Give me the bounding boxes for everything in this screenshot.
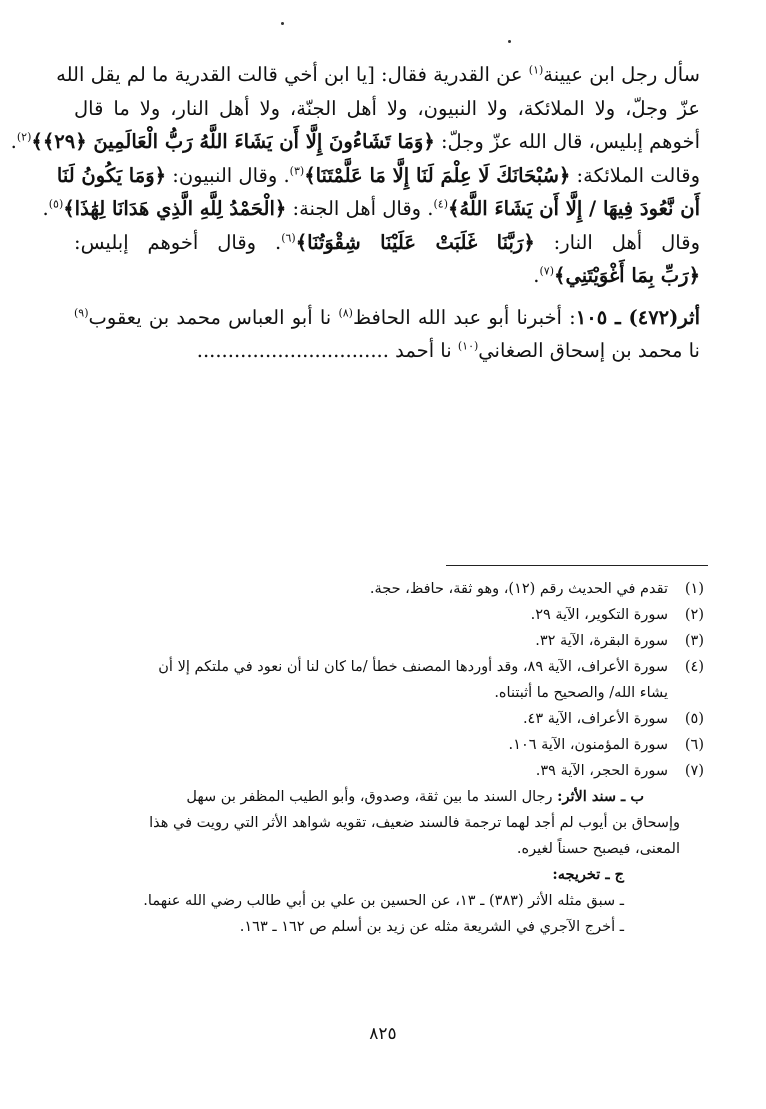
footnote-ref[interactable]: (٢) <box>16 130 32 144</box>
footnote-number: (٧) <box>684 763 704 779</box>
footnote-separator <box>446 565 708 566</box>
footnote-text: سورة البقرة، الآية ٣٢. <box>535 633 668 649</box>
footnote-item <box>74 628 704 654</box>
text-line: وقال أهل النار: ﴿رَبَّنَا غَلَبَتْ عَلَيْنَا شِقْوَتُنَا﴾$^{(٦)}$. وقال أخوهم إبليس: <box>74 230 700 254</box>
quran-verse: ﴿الْحَمْدُ لِلَّهِ الَّذِي هَدَانَا لِهَٰذَا﴾ <box>63 197 287 220</box>
footnote-number: (٥) <box>684 711 704 727</box>
footnote-text: سورة الأعراف، الآية ٤٣. <box>522 711 668 727</box>
footnotes <box>74 576 704 940</box>
takhrij-item: ـ أخرج الآجري في الشريعة مثله عن زيد بن أسلم ص ١٦٢ ـ ١٦٣. <box>239 919 624 935</box>
footnote-text: سورة الحجر، الآية ٣٩. <box>535 763 668 779</box>
footnote-ref[interactable]: (٨) <box>338 306 353 319</box>
footnote-item <box>74 732 704 758</box>
quran-verse: ﴿وَمَا تَشَاءُونَ إِلَّا أَن يَشَاءَ اللَّهُ رَبُّ الْعَالَمِينَ ﴿٢٩﴾﴾ <box>31 130 435 153</box>
page-speck <box>508 40 511 43</box>
text-line: عزّ وجلّ، ولا الملائكة، ولا النبيون، ولا أهل الجنّة، ولا أهل النار، ولا ما قال <box>74 96 700 120</box>
footnote-continuation: يشاء الله/ والصحيح ما أثبتناه. <box>494 685 668 701</box>
quran-verse: ﴿وَمَا يَكُونُ لَنَا <box>56 163 167 187</box>
text-line: ﴿رَبِّ بِمَا أَغْوَيْتَنِي﴾$^{(٧)}$. <box>533 264 700 287</box>
page-speck <box>281 22 284 25</box>
footnote-ref[interactable]: (١) <box>528 63 544 77</box>
text-line: وقالت الملائكة: ﴿سُبْحَانَكَ لَا عِلْمَ لَنَا إِلَّا مَا عَلَّمْتَنَا﴾$^{(٣)}$. وقال النبيون: ﴿وَمَا يَكُونُ لَنَا <box>56 163 700 187</box>
footnote-number: (١) <box>684 581 704 597</box>
footnote-number: (٦) <box>684 737 704 753</box>
footnote-number: (٤) <box>684 659 704 675</box>
sanad-section <box>74 784 704 862</box>
footnote-number: (٣) <box>684 633 704 649</box>
page-number: ٨٢٥ <box>369 1024 397 1044</box>
takhrij-label: ج ـ تخريجه: <box>552 866 624 883</box>
quran-verse: ﴿سُبْحَانَكَ لَا عِلْمَ لَنَا إِلَّا مَا عَلَّمْتَنَا﴾ <box>304 163 571 187</box>
footnote-ref[interactable]: (٦) <box>281 231 296 244</box>
footnote-ref[interactable]: (١٠) <box>457 339 479 353</box>
text-line: أَن نَّعُودَ فِيهَا / إِلَّا أَن يَشَاءَ اللَّهُ﴾$^{(٤)}$. وقال أهل الجنة: ﴿الْحَمْدُ لِلَّهِ الَّذِي هَدَانَا لِهَٰذَا﴾$^{(٥)}$. <box>42 197 700 220</box>
footnote-ref[interactable]: (٣) <box>289 164 305 177</box>
footnote-ref[interactable]: (٥) <box>48 197 64 211</box>
sanad-line: ب ـ سند الأثر: رجال السند ما بين ثقة، وصدوق، وأبو الطيب المظفر بن سهل <box>186 788 644 805</box>
ellipsis-dots: ............................... <box>196 339 389 362</box>
athar-line: أثر(٤٧٢) ـ ١٠٥: أخبرنا أبو عبد الله الحافظ$^{(٨)}$ نا أبو العباس محمد بن يعقوب$^{(٩)}$ <box>74 305 700 329</box>
footnote-text: تقدم في الحديث رقم (١٢)، وهو ثقة، حافظ، حجة. <box>369 581 668 597</box>
footnote-ref[interactable]: (٩) <box>74 306 89 319</box>
athar-line: نا محمد بن إسحاق الصغاني$^{(١٠)}$ نا أحمد ............................... <box>196 339 700 362</box>
quran-verse: ﴿رَبِّ بِمَا أَغْوَيْتَنِي﴾ <box>554 264 700 287</box>
footnote-text: سورة المؤمنون، الآية ١٠٦. <box>508 737 668 753</box>
quran-verse: ﴿رَبَّنَا غَلَبَتْ عَلَيْنَا شِقْوَتُنَا﴾ <box>295 230 535 254</box>
footnote-ref[interactable]: (٧) <box>539 264 555 278</box>
footnote-item <box>74 758 704 784</box>
text-line: سأل رجل ابن عيينة$^{(١)}$ عن القدرية فقال: [يا ابن أخي قالت القدرية ما لم يقل الله <box>56 63 700 86</box>
takhrij-section <box>74 862 704 940</box>
footnote-text: سورة الأعراف، الآية ٨٩، وقد أوردها المصنف خطأ /ما كان لنا أن نعود في ملتكم إلا أن <box>158 659 668 675</box>
takhrij-item: ـ سبق مثله الأثر (٣٨٣) ـ ١٣، عن الحسين بن علي بن أبي طالب رضي الله عنهما. <box>143 893 624 909</box>
quran-verse: أَن نَّعُودَ فِيهَا / إِلَّا أَن يَشَاءَ اللَّهُ﴾ <box>447 197 700 220</box>
footnote-item <box>74 654 704 680</box>
footnote-text: سورة التكوير، الآية ٢٩. <box>530 607 668 623</box>
footnote-item <box>74 576 704 602</box>
sanad-line: المعنى، فيصبح حسناً لغيره. <box>516 841 680 857</box>
footnote-number: (٢) <box>684 607 704 623</box>
sanad-line: وإسحاق بن أيوب لم أجد لهما ترجمة فالسند ضعيف، تقويه شواهد الأثر التي رويت في هذا <box>149 815 680 831</box>
text-line: أخوهم إبليس، قال الله عزّ وجلّ: ﴿وَمَا تَشَاءُونَ إِلَّا أَن يَشَاءَ اللَّهُ رَبُّ الْعَالَمِينَ ﴿٢٩﴾﴾$^{(٢)}$. <box>10 130 700 153</box>
footnote-ref[interactable]: (٤) <box>433 197 448 211</box>
main-text <box>10 58 700 368</box>
sanad-label: ب ـ سند الأثر: <box>557 788 644 805</box>
footnote-item <box>74 602 704 628</box>
athar-label: أثر(٤٧٢) ـ ١٠٥ <box>575 305 700 329</box>
footnote-item <box>74 706 704 732</box>
